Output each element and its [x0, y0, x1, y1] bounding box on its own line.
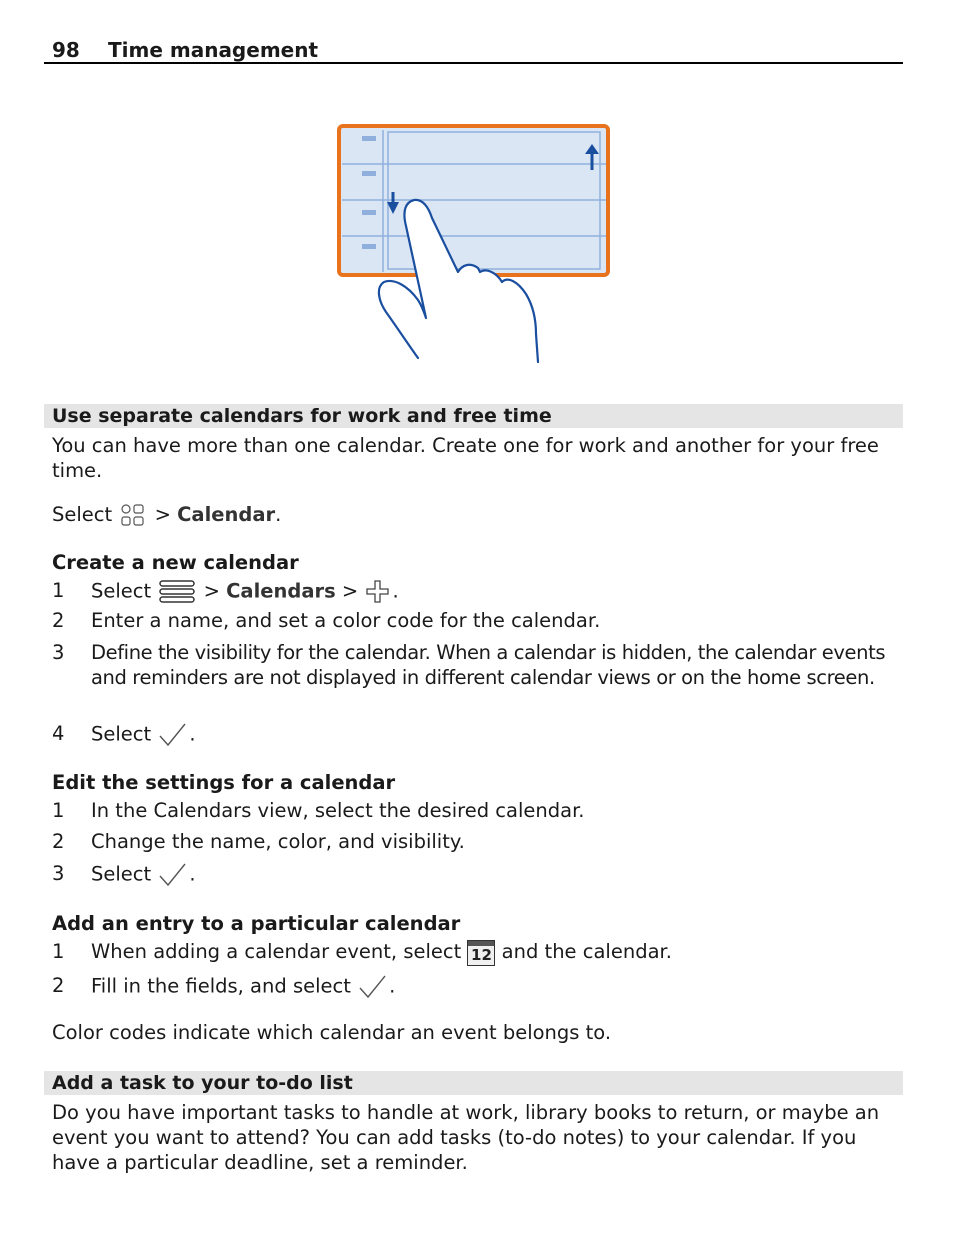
step-number: 1 — [52, 940, 65, 963]
heading-text: Add a task to your to-do list — [52, 1072, 353, 1094]
period: . — [275, 503, 282, 526]
select-text: Select — [52, 503, 113, 526]
step-number: 3 — [52, 862, 65, 885]
step-text: Select — [91, 862, 152, 886]
color-codes-note: Color codes indicate which calendar an event belongs to. — [52, 1021, 612, 1044]
separator: > — [335, 579, 365, 603]
step-number: 1 — [52, 579, 65, 602]
calendars-link[interactable]: Calendars — [226, 579, 336, 603]
apps-grid-icon[interactable] — [118, 503, 148, 529]
step-number: 1 — [52, 799, 65, 822]
subheading-add-entry: Add an entry to a particular calendar — [52, 912, 461, 935]
step-text: Change the name, color, and visibility. — [91, 830, 465, 853]
checkmark-icon[interactable] — [357, 973, 389, 1001]
subheading-create-calendar: Create a new calendar — [52, 551, 299, 574]
step-text: Enter a name, and set a color code for the calendar. — [91, 609, 601, 632]
step-text: When adding a calendar event, select — [91, 940, 462, 963]
step-number: 2 — [52, 609, 65, 632]
calendar-event-icon[interactable] — [467, 940, 495, 966]
subheading-edit-settings: Edit the settings for a calendar — [52, 771, 396, 794]
checkmark-icon[interactable] — [157, 861, 189, 889]
calendar-day-number: 12 — [471, 945, 492, 964]
add-icon[interactable] — [364, 578, 392, 606]
page-number: 98 — [52, 38, 80, 62]
separator: > — [197, 579, 227, 603]
menu-icon[interactable] — [157, 578, 197, 606]
intro-paragraph: You can have more than one calendar. Create one for work and another for your free time. — [52, 434, 879, 482]
step-number: 3 — [52, 641, 65, 664]
separator: > — [148, 503, 178, 526]
period: . — [389, 974, 396, 998]
step-text: Fill in the fields, and select — [91, 974, 351, 998]
calendar-swipe-illustration — [336, 122, 616, 367]
step-text: and the calendar. — [501, 940, 672, 963]
step-text: In the Calendars view, select the desired calendar. — [91, 799, 585, 822]
section-title: Time management — [108, 38, 319, 62]
todo-paragraph: Do you have important tasks to handle at work, library books to return, or maybe an event you want to attend? You can add tasks (to-do notes) to your calendar. If you have a particular deadline, set a reminder. — [52, 1101, 880, 1174]
step-text: Define the visibility for the calendar. When a calendar is hidden, the calendar events and reminders are not displayed in different calendar views or on the home screen. — [91, 641, 886, 689]
checkmark-icon[interactable] — [157, 721, 189, 749]
period: . — [189, 862, 196, 886]
step-text: Select — [91, 579, 152, 603]
page-header — [44, 38, 903, 64]
calendar-link[interactable]: Calendar — [177, 503, 276, 526]
period: . — [392, 579, 399, 603]
step-number: 4 — [52, 722, 65, 745]
select-calendar-line — [52, 502, 902, 529]
heading-text: Use separate calendars for work and free time — [52, 405, 552, 427]
section-heading-separate-calendars — [44, 404, 903, 428]
period: . — [189, 722, 196, 746]
step-number: 2 — [52, 974, 65, 997]
step-text: Select — [91, 722, 152, 746]
section-heading-todo — [44, 1071, 903, 1095]
step-number: 2 — [52, 830, 65, 853]
